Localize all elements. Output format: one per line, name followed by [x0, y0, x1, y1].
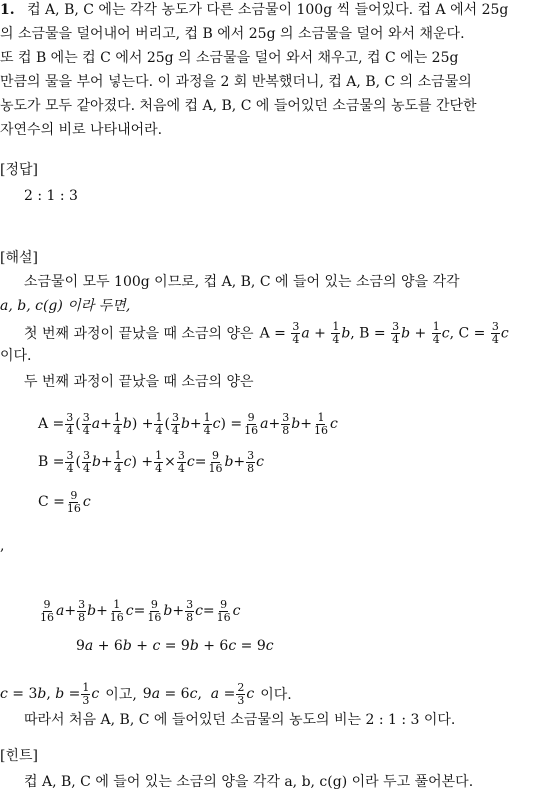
conclusion-b: 이다.: [260, 687, 292, 703]
equation-b: B = $\frac{3}{4}$ ( $\frac{3}{4}$ b + $\frac{1}{4}$ c ) + $\frac{1}{4}$ × $\frac{3}{4}$ c = $\frac{9}{16}$ b + $\frac{3}{8}$ c: [38, 448, 264, 475]
equation-simplified: 9a + 6b + c = 9b + 6c = 9c: [76, 638, 274, 654]
answer-header: [정답]: [0, 162, 38, 178]
problem-line-1: [0, 0, 508, 20]
equation-c: C = $\frac{9}{16}$ c: [38, 488, 91, 515]
solution-p2end: 이다.: [0, 348, 32, 364]
problem-line-3: 또 컵 B 에는 컵 C 에서 25g 의 소금물을 덜어 와서 채우고, 컵 C 에는 25g: [0, 50, 459, 66]
solution-p2a: 첫 번째 과정이 끝났을 때 소금의 양은: [24, 326, 254, 342]
equation-equal: $\frac{9}{16}$ a + $\frac{3}{8}$ b + $\frac{1}{16}$ c = $\frac{9}{16}$ b + $\frac{3}{8}$ c = $\frac{9}{16}$ c: [40, 597, 241, 624]
solution-p3: 두 번째 과정이 끝났을 때 소금의 양은: [24, 374, 254, 390]
problem-line-4: 만큼의 물을 부어 넣는다. 이 과정을 2 회 반복했더니, 컵 A, B, C 의 소금물의: [0, 74, 472, 90]
hint-header: [힌트]: [0, 748, 38, 764]
hint-text: 컵 A, B, C 에 들어 있는 소금의 양을 각각 a, b, c(g) 이라 두고 풀어본다.: [24, 774, 474, 790]
conclusion-line: c = 3 b , b = $\frac{1}{3}$ c 이고, 9a = 6c, a = $\frac{2}{3}$ c 이다.: [0, 680, 292, 707]
answer-value: 2 : 1 : 3: [24, 188, 78, 204]
solution-p1a: 소금물이 모두 100g 이므로, 컵 A, B, C 에 들어 있는 소금의 양을 각각: [24, 274, 460, 290]
problem-line-6: 자연수의 비로 나타내어라.: [0, 122, 163, 138]
solution-header: [해설]: [0, 250, 38, 266]
equation-a: A = $\frac{3}{4}$ ( $\frac{3}{4}$ a + $\frac{1}{4}$ b ) + $\frac{1}{4}$ ( $\frac{3}{4}$ b + $\frac{1}{4}$ c ) = $\frac{9}{16}$ a + $\frac{3}{8}$ b + $\frac{1}{16}$ c: [38, 410, 338, 437]
solution-final: 따라서 처음 A, B, C 에 들어있던 소금물의 농도의 비는 2 : 1 : 3 이다.: [24, 712, 456, 728]
problem-line-2: 의 소금물을 덜어내어 버리고, 컵 B 에서 25g 의 소금물을 덜어 와서 채운다.: [0, 26, 465, 42]
problem-text-1: 컵 A, B, C 에는 각각 농도가 다른 소금물이 100g 씩 들어있다. 컵 A 에서 25g: [27, 2, 509, 18]
solution-p1b: a, b, c(g) 이라 두면,: [0, 298, 131, 314]
first-step-equation: A = $\frac{3}{4}$ a + $\frac{1}{4}$ b, B = $\frac{3}{4}$ b + $\frac{1}{4}$ c, C = $\frac{3}{4}$ c: [259, 319, 509, 346]
problem-number: 1.: [0, 2, 15, 18]
problem-line-5: 농도가 모두 같아졌다. 처음에 컵 A, B, C 에 들어있던 소금물의 농도를 간단한: [0, 98, 477, 114]
first-step-line: [24, 316, 509, 350]
conclusion-a: 이고,: [105, 687, 137, 703]
solution-comma: ,: [0, 538, 5, 554]
